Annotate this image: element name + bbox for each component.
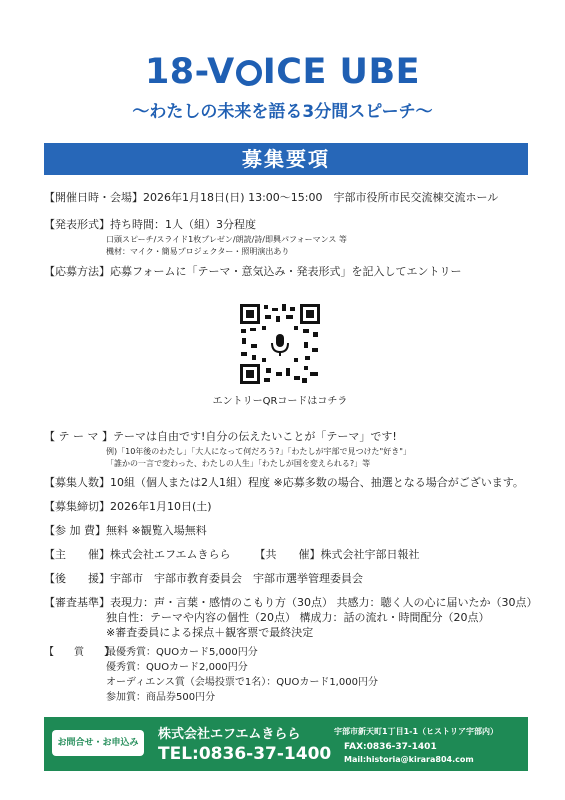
deadline-row [44, 500, 534, 514]
theme-value: テーマは自由です!自分の伝えたいことが「テーマ」です! [113, 430, 397, 443]
footer-mail[interactable]: Mail:historia@kirara804.com [344, 755, 474, 764]
logo-suffix: ICE UBE [262, 52, 421, 92]
apply-label: 【応募方法】 [44, 265, 110, 278]
prizes-label: 【 賞 】 [44, 647, 114, 658]
theme-row [44, 430, 534, 444]
subtitle: 〜わたしの未来を語る3分間スピーチ〜 [132, 102, 433, 122]
fee-label: 【参 加 費】 [44, 524, 106, 537]
criteria-line-1: 表現力：声・言葉・感情のこもり方（30点） 共感力：聴く人の心に届いたか（30点） [110, 596, 538, 609]
co-organizer-label: 【共 催】 [254, 548, 321, 561]
format-line-1: 口頭スピーチ/スライド1枚プレゼン/朗読/詩/即興パフォーマンス 等 [106, 235, 347, 244]
support-value: 宇部市 宇部市教育委員会 宇部市選挙管理委員会 [110, 572, 363, 585]
apply-row [44, 265, 534, 279]
co-organizer-value: 株式会社宇部日報社 [320, 548, 420, 561]
footer-fax: FAX:0836-37-1401 [344, 742, 437, 752]
support-row [44, 572, 534, 586]
entry-qr-code[interactable] [238, 302, 322, 386]
format-row [44, 218, 534, 232]
fee-row [44, 524, 534, 538]
prize-item: 優秀賞：QUOカード2,000円分 [106, 662, 248, 673]
count-value: 10組（個人または2人1組）程度 ※応募多数の場合、抽選となる場合がございます。 [110, 476, 524, 489]
criteria-line-2: 独自性：テーマや内容の個性（20点） 構成力：話の流れ・時間配分（20点） [106, 611, 490, 624]
organizer-label: 【主 催】 [44, 548, 110, 561]
theme-label: 【 テ ー マ 】 [44, 430, 113, 443]
schedule-row [44, 191, 534, 205]
deadline-label: 【募集締切】 [44, 500, 110, 513]
footer-company: 株式会社エフエムきらら [158, 727, 301, 742]
support-label: 【後 援】 [44, 572, 110, 585]
fee-value: 無料 ※観覧入場無料 [106, 524, 207, 537]
schedule-label: 【開催日時・会場】 [44, 191, 143, 204]
criteria-row [44, 596, 538, 610]
organizer-value: 株式会社エフエムきらら [110, 548, 231, 561]
criteria-line-3: ※審査委員による採点＋観客票で最終決定 [106, 626, 314, 639]
contact-label: お問合せ・お申込み [52, 730, 144, 756]
prize-item: 参加賞：商品券500円分 [106, 692, 216, 703]
footer-address: 宇部市新天町1丁目1-1（ヒストリア宇部内） [334, 727, 499, 736]
format-value: 持ち時間：1人（組）3分程度 [110, 218, 256, 231]
criteria-label: 【審査基準】 [44, 596, 110, 609]
footer-tel[interactable]: TEL:0836-37-1400 [158, 744, 332, 764]
organizer-row [44, 548, 534, 562]
theme-example-2: 「誰かの一言で変わった、わたしの人生」「わたしが国を変えられる?」等 [106, 459, 371, 468]
logo-prefix: 18-V [144, 52, 235, 92]
count-label: 【募集人数】 [44, 476, 110, 489]
format-line-2: 機材：マイク・簡易プロジェクター・照明演出あり [106, 247, 290, 256]
event-logo [0, 52, 565, 92]
schedule-value: 2026年1月18日(日) 13:00〜15:00 宇部市役所市民交流棟交流ホール [143, 191, 499, 204]
prize-item: 最優秀賞：QUOカード5,000円分 [106, 647, 258, 658]
apply-value: 応募フォームに「テーマ・意気込み・発表形式」を記入してエントリー [110, 265, 462, 278]
deadline-value: 2026年1月10日(土) [110, 500, 212, 513]
prize-item: オーディエンス賞（会場投票で1名）：QUOカード1,000円分 [106, 677, 378, 688]
theme-example-1: 例)「10年後のわたし」「大人になって何だろう?」「わたしが宇部で見つけた"好き"」 [106, 447, 411, 456]
qr-caption: エントリーQRコードはコチラ [212, 396, 348, 407]
count-row [44, 476, 534, 490]
logo-ring-o [236, 60, 262, 86]
section-banner: 募集要項 [44, 143, 528, 175]
contact-footer [44, 717, 528, 771]
format-label: 【発表形式】 [44, 218, 110, 231]
